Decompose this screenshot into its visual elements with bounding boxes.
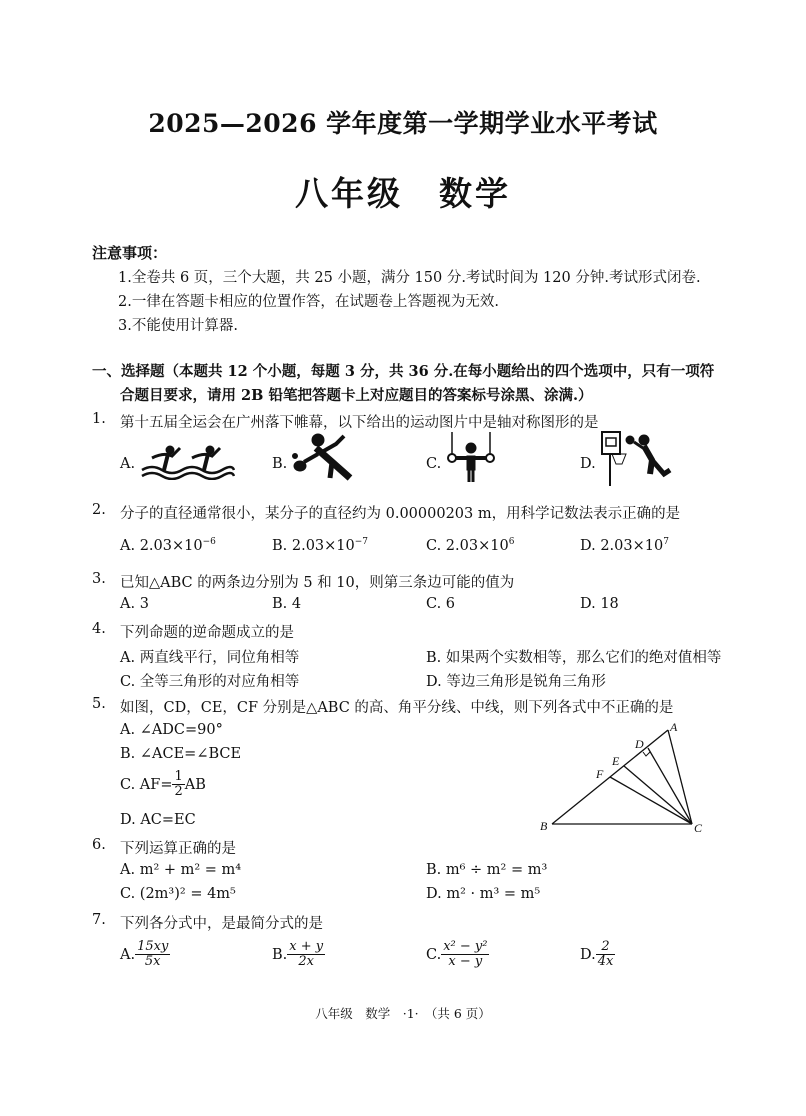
q7-option-a: A. $\frac{15xy}{5x}$ (120, 939, 169, 970)
q3-number: 3. (92, 571, 106, 587)
q3-option-d: D. 18 (580, 596, 619, 612)
q2-option-d: D. $2.03\times 10^7$ (580, 537, 669, 554)
q4-option-d: D. 等边三角形是锐角三角形 (426, 674, 606, 690)
q7-option-d: D. $\frac{2}{4x}$ (580, 939, 614, 970)
q6-text: 下列运算正确的是 (120, 841, 236, 857)
notes-heading: 注意事项： (92, 244, 168, 262)
q5-option-c: C. AF= $\frac{1}{2}$ AB (120, 769, 206, 800)
q1-option-c: C. (426, 456, 442, 472)
q4-option-c: C. 全等三角形的对应角相等 (120, 674, 300, 690)
q5-option-d: D. AC=EC (120, 812, 196, 828)
page-footer: 八年级 数学 ·1· （共 6 页） (315, 1006, 491, 1021)
q1-option-d: D. (580, 456, 596, 472)
q1-option-b: B. (272, 456, 288, 472)
q2-text: 分子的直径通常很小，某分子的直径约为 0.00000203 m，用科学记数法表示正确的是 (120, 506, 681, 522)
q2-option-c: C. $2.03\times 10^6$ (426, 537, 515, 554)
label-c: C (694, 821, 703, 835)
q1-option-a: A. (120, 456, 136, 472)
exam-subtitle: 八年级 数学 (295, 174, 511, 213)
q1-text: 第十五届全运会在广州落下帷幕，以下给出的运动图片中是轴对称图形的是 (120, 415, 599, 431)
table-tennis-icon (292, 432, 362, 482)
q4-text: 下列命题的逆命题成立的是 (120, 625, 294, 641)
section-heading-line2: 合题目要求，请用 2B 铅笔把答题卡上对应题目的答案标号涂黑、涂满.） (120, 387, 593, 404)
q5-text: 如图，CD，CE，CF 分别是△ABC 的高、角平分线、中线，则下列各式中不正确的是 (120, 700, 674, 716)
bisector-ce (624, 766, 692, 824)
side-ac (668, 730, 692, 824)
q6-option-b: B. m⁶ ÷ m² = m³ (426, 862, 548, 878)
q7-option-c: C. $\frac{\text{x² − y²}}{x - y}$ (426, 939, 488, 970)
q2-option-a: A. $2.03\times 10^{-6}$ (120, 537, 216, 554)
q5-option-a: A. ∠ADC=90° (120, 722, 223, 738)
median-cf (610, 777, 692, 824)
label-a: A (670, 722, 678, 734)
synchronized-swimming-icon (140, 440, 235, 480)
q6-number: 6. (92, 837, 106, 853)
q3-option-b: B. 4 (272, 596, 302, 612)
label-e: E (612, 754, 620, 768)
note-item-1: 1.全卷共 6 页，三个大题，共 25 小题，满分 150 分.考试时间为 120 分钟.考试形式闭卷. (118, 270, 701, 286)
q4-option-a: A. 两直线平行，同位角相等 (120, 650, 300, 666)
q2-option-b: B. $2.03\times 10^{-7}$ (272, 537, 369, 554)
exam-title: 2025—2026 学年度第一学期学业水平考试 (148, 109, 658, 138)
altitude-cd (648, 748, 692, 824)
q6-option-c: C. (2m³)² = 4m⁵ (120, 886, 236, 902)
q4-option-b: B. 如果两个实数相等，那么它们的绝对值相等 (426, 650, 722, 666)
q6-option-a: A. m² + m² = m⁴ (120, 862, 242, 878)
q1-number: 1. (92, 411, 106, 427)
basketball-icon (600, 430, 672, 486)
label-b: B (540, 819, 548, 833)
label-d: D (635, 737, 644, 751)
note-item-2: 2.一律在答题卡相应的位置作答，在试题卷上答题视为无效. (118, 294, 499, 310)
q3-text: 已知△ABC 的两条边分别为 5 和 10，则第三条边可能的值为 (120, 575, 515, 591)
triangle-figure (536, 722, 712, 838)
q7-number: 7. (92, 912, 106, 928)
q5-option-b: B. ∠ACE=∠BCE (120, 746, 242, 762)
gymnastics-rings-icon (446, 432, 496, 482)
q3-option-c: C. 6 (426, 596, 456, 612)
q5-number: 5. (92, 696, 106, 712)
section-heading-line1: 一、选择题（本题共 12 个小题，每题 3 分，共 36 分.在每小题给出的四个选项中，只有一项符 (92, 363, 715, 380)
q7-option-b: B. $\frac{x + y}{2x}$ (272, 939, 324, 970)
q6-option-d: D. m² · m³ = m⁵ (426, 886, 541, 902)
q2-number: 2. (92, 502, 106, 518)
q4-number: 4. (92, 621, 106, 637)
label-f: F (596, 767, 604, 781)
q3-option-a: A. 3 (120, 596, 149, 612)
q7-text: 下列各分式中，是最简分式的是 (120, 916, 323, 932)
note-item-3: 3.不能使用计算器. (118, 318, 238, 334)
